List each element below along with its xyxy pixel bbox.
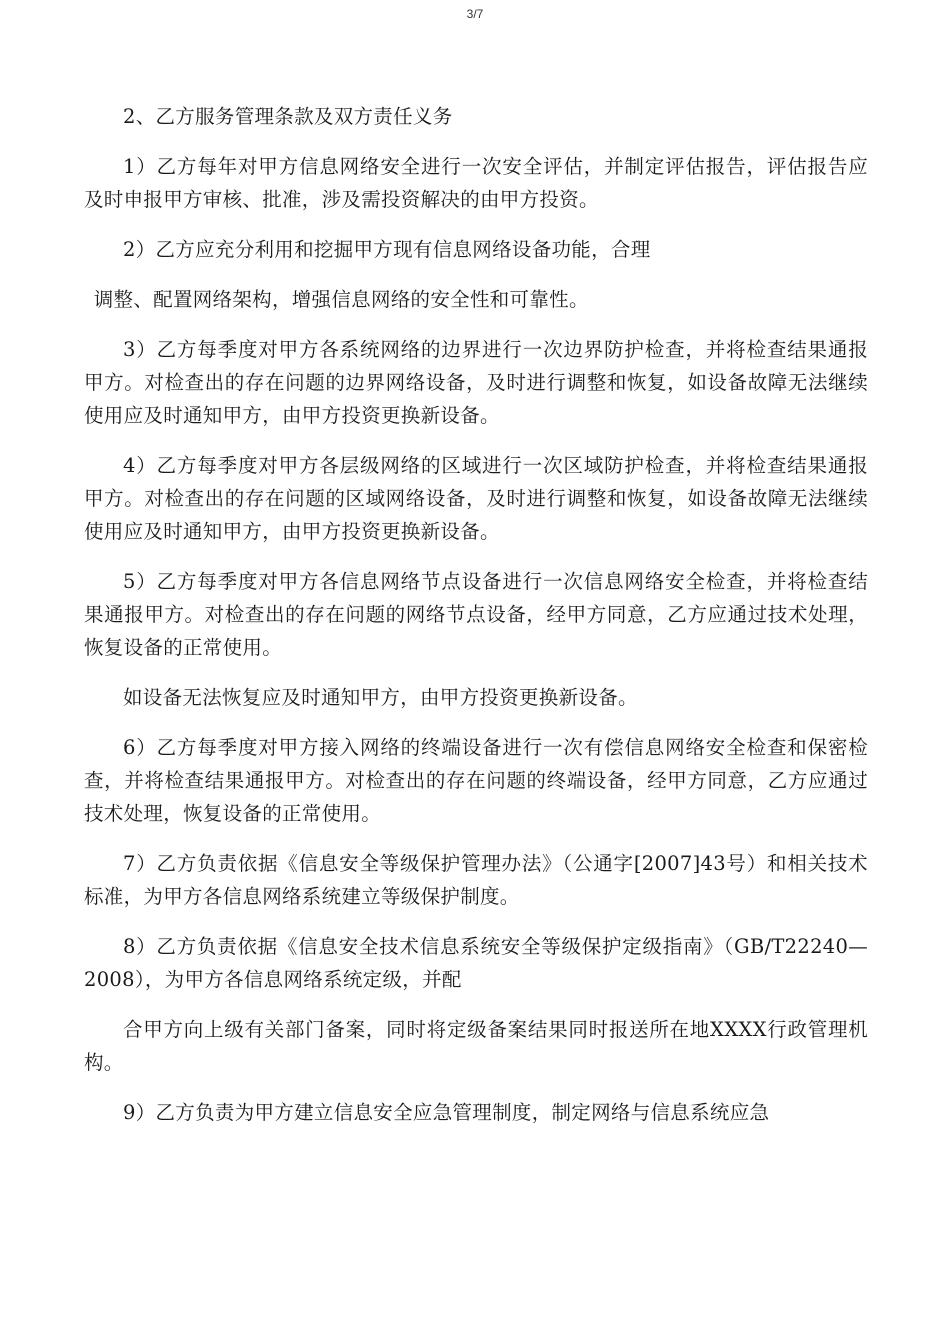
clause-paragraph: 5）乙方每季度对甲方各信息网络节点设备进行一次信息网络安全检查，并将检查结果通报甲方。对检查出的存在问题的网络节点设备，经甲方同意，乙方应通过技术处理，恢复设备的正常使用。 [84,570,868,659]
clause-paragraph: 8）乙方负责依据《信息安全技术信息系统安全等级保护定级指南》（GB/T22240—2008），为甲方各信息网络系统定级，并配 [84,935,868,991]
clause-paragraph: 调整、配置网络架构，增强信息网络的安全性和可靠性。 [93,288,589,311]
clause-paragraph: 7）乙方负责依据《信息安全等级保护管理办法》（公通字[2007]43号）和相关技术标准，为甲方各信息网络系统建立等级保护制度。 [84,852,868,908]
page-number: 3/7 [466,7,484,21]
clause-paragraph: 3）乙方每季度对甲方各系统网络的边界进行一次边界防护检查，并将检查结果通报甲方。对检查出的存在问题的边界网络设备，及时进行调整和恢复，如设备故障无法继续使用应及时通知甲方，由甲方投资更换新设备。 [84,338,868,427]
clause-paragraph: 6）乙方每季度对甲方接入网络的终端设备进行一次有偿信息网络安全检查和保密检查，并将检查结果通报甲方。对检查出的存在问题的终端设备，经甲方同意，乙方应通过技术处理，恢复设备的正常使用。 [84,736,868,825]
clause-paragraph: 如设备无法恢复应及时通知甲方，由甲方投资更换新设备。 [123,686,638,709]
clause-paragraph: 1）乙方每年对甲方信息网络安全进行一次安全评估，并制定评估报告，评估报告应及时申报甲方审核、批准，涉及需投资解决的由甲方投资。 [84,155,868,211]
clause-paragraph: 2）乙方应充分利用和挖掘甲方现有信息网络设备功能，合理 [123,238,651,261]
section-heading: 2、乙方服务管理条款及双方责任义务 [123,105,453,128]
document-body [84,100,868,1146]
clause-paragraph: 4）乙方每季度对甲方各层级网络的区域进行一次区域防护检查，并将检查结果通报甲方。对检查出的存在问题的区域网络设备，及时进行调整和恢复，如设备故障无法继续使用应及时通知甲方，由甲方投资更换新设备。 [84,454,868,543]
clause-paragraph: 9）乙方负责为甲方建立信息安全应急管理制度，制定网络与信息系统应急 [123,1101,770,1124]
clause-paragraph: 合甲方向上级有关部门备案，同时将定级备案结果同时报送所在地XXXX行政管理机构。 [84,1018,868,1074]
